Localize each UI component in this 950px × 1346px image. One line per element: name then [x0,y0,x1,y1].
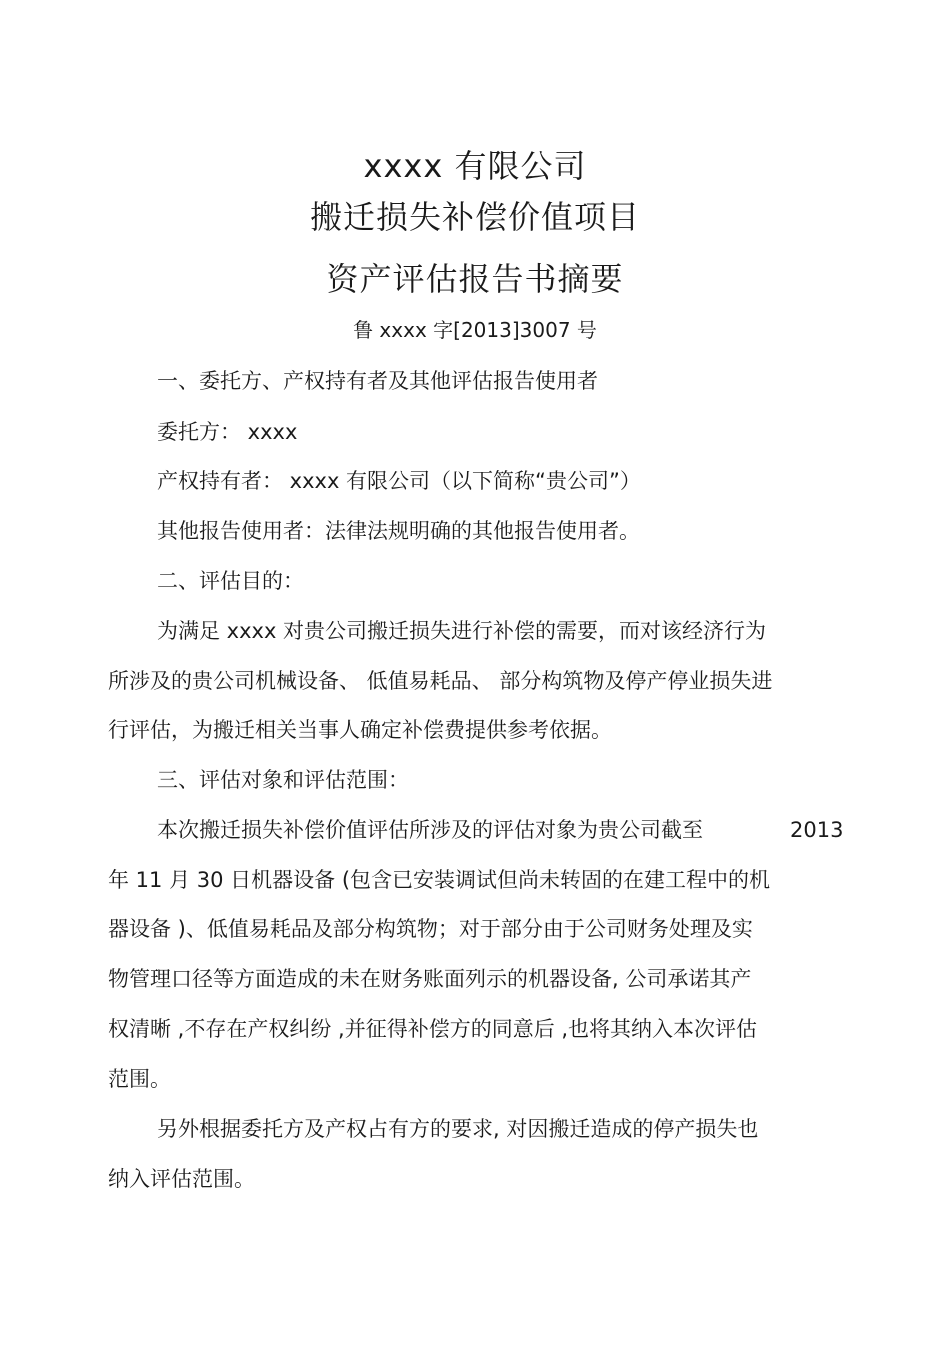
scope-line-6: 范围。 [108,1067,171,1091]
scope-extra-line-2: 纳入评估范围。 [108,1167,255,1191]
scope-line-3: 器设备 )、低值易耗品及部分构筑物；对于部分由于公司财务处理及实 [108,917,753,941]
client-line: 委托方： xxxx [157,420,298,444]
scope-line-1: 本次搬迁损失补偿价值评估所涉及的评估对象为贵公司截至 [157,818,703,842]
purpose-line-1: 为满足 xxxx 对贵公司搬迁损失进行补偿的需要，而对该经济行为 [157,619,767,643]
owner-line: 产权持有者： xxxx 有限公司（以下简称“贵公司”） [157,469,641,493]
scope-line-2: 年 11 月 30 日机器设备 (包含已安装调试但尚未转固的在建工程中的机 [108,868,771,892]
purpose-line-3: 行评估，为搬迁相关当事人确定补偿费提供参考依据。 [108,718,612,742]
section2-heading: 二、评估目的： [157,569,304,593]
purpose-line-2: 所涉及的贵公司机械设备、 低值易耗品、 部分构筑物及停产停业损失进 [108,669,773,693]
company-title: xxxx 有限公司 [363,147,587,185]
scope-line-4: 物管理口径等方面造成的未在财务账面列示的机器设备, 公司承诺其产 [108,967,752,991]
scope-year: 2013 [790,818,844,842]
section1-heading: 一、委托方、产权持有者及其他评估报告使用者 [157,369,598,393]
scope-extra-line-1: 另外根据委托方及产权占有方的要求, 对因搬迁造成的停产损失也 [157,1117,759,1141]
document-number: 鲁 xxxx 字[2013]3007 号 [353,318,597,342]
section3-heading: 三、评估对象和评估范围： [157,768,409,792]
report-title: 资产评估报告书摘要 [326,260,624,298]
scope-line-5: 权清晰 ,不存在产权纠纷 ,并征得补偿方的同意后 ,也将其纳入本次评估 [108,1017,758,1041]
project-title: 搬迁损失补偿价值项目 [309,198,640,236]
other-users-line: 其他报告使用者：法律法规明确的其他报告使用者。 [157,519,640,543]
